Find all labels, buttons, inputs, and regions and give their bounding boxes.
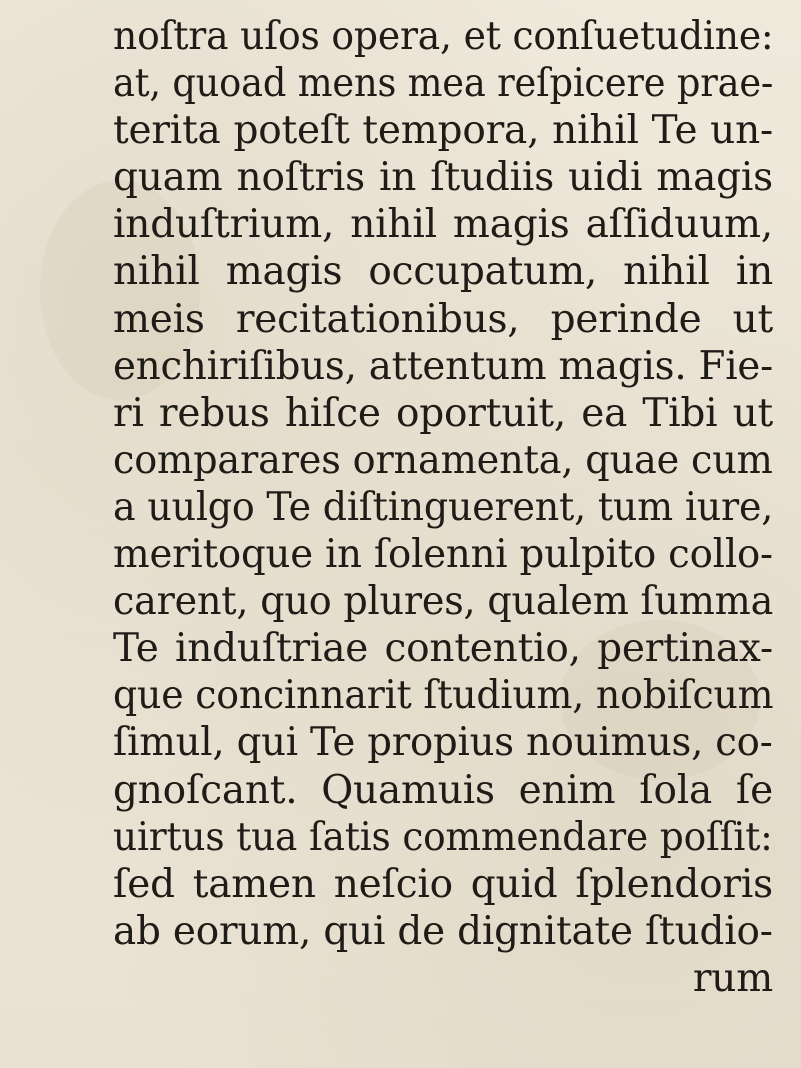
text-line: ab eorum, qui de dignitate ſtudio- bbox=[113, 908, 773, 954]
text-line: meis recitationibus, perinde ut bbox=[113, 296, 773, 342]
text-line: Te induſtriae contentio, pertinax- bbox=[113, 626, 773, 672]
text-line: gnoſcant. Quamuis enim ſola ſe bbox=[113, 767, 773, 813]
text-line: a uulgo Te diſtinguerent, tum iure, bbox=[113, 484, 774, 530]
text-line: ri rebus hiſce oportuit, ea Tibi ut bbox=[113, 390, 773, 436]
text-line: comparares ornamenta, quae cum bbox=[113, 437, 773, 483]
text-line: enchiriſibus, attentum magis. Fie- bbox=[113, 343, 773, 389]
latin-text-block bbox=[113, 13, 773, 1002]
catchword: rum bbox=[692, 955, 773, 1001]
text-line: at, quoad mens mea reſpicere prae- bbox=[113, 61, 774, 107]
text-line: meritoque in ſolenni pulpito collo- bbox=[113, 532, 773, 578]
text-line: quam noſtris in ſtudiis uidi magis bbox=[113, 155, 773, 201]
text-line: uirtus tua ſatis commendare poſſit: bbox=[113, 814, 773, 860]
text-line: terita poteſt tempora, nihil Te un- bbox=[113, 108, 773, 154]
text-line: carent, quo plures, qualem ſumma bbox=[113, 579, 774, 625]
text-line: noſtra uſos opera, et conſuetudine: bbox=[113, 14, 774, 59]
text-line: nihil magis occupatum, nihil in bbox=[113, 249, 773, 295]
text-line: ſimul, qui Te propius nouimus, co- bbox=[113, 720, 773, 766]
text-line: induſtrium, nihil magis aſſiduum, bbox=[113, 202, 773, 248]
text-line: que concinnarit ſtudium, nobiſcum bbox=[113, 673, 774, 719]
text-line: ſed tamen neſcio quid ſplendoris bbox=[113, 861, 773, 907]
